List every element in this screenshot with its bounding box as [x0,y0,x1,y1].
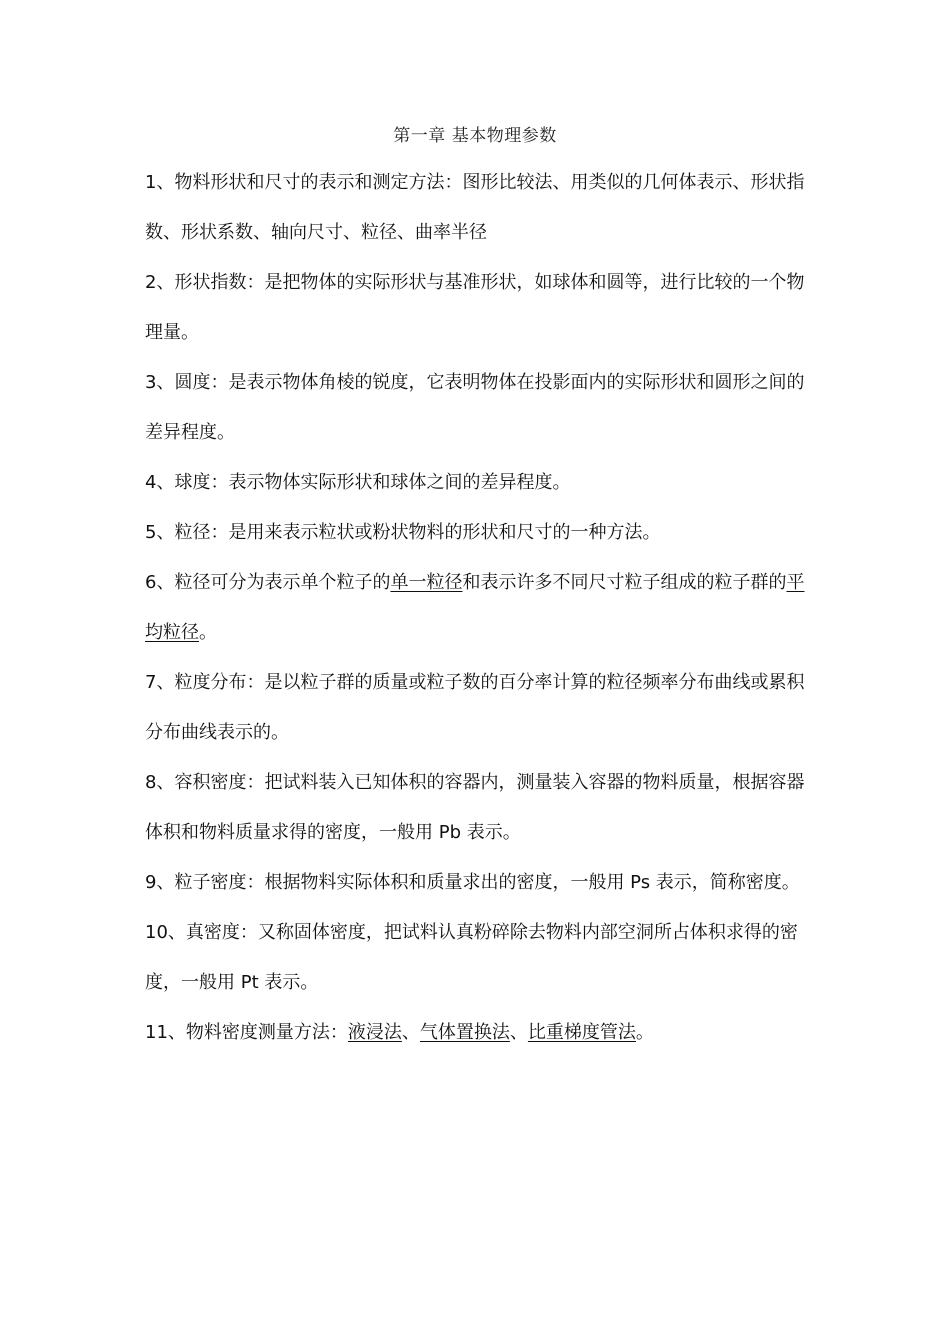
paragraph-6-text-a: 6、粒径可分为表示单个粒子的 [145,572,391,593]
paragraph-3: 3、圆度：是表示物体角棱的锐度，它表明物体在投影面内的实际形状和圆形之间的差异程度。 [145,372,805,443]
paragraph-6-text-c: 。 [199,622,217,643]
paragraph-6 [145,558,807,658]
paragraph-9: 9、粒子密度：根据物料实际体积和质量求出的密度，一般用 Ps 表示，简称密度。 [145,872,800,893]
underlined-term-single-particle-size: 单一粒径 [390,572,463,593]
paragraph-1: 1、物料形状和尺寸的表示和测定方法：图形比较法、用类似的几何体表示、形状指数、形状系数、轴向尺寸、粒径、曲率半径 [145,172,805,243]
paragraph-7: 7、粒度分布：是以粒子群的质量或粒子数的百分率计算的粒径频率分布曲线或累积分布曲线表示的。 [145,672,805,743]
paragraph-11 [145,1008,807,1058]
paragraph-11-separator-1: 、 [401,1022,420,1043]
paragraph-8: 8、容积密度：把试料装入已知体积的容器内，测量装入容器的物料质量，根据容器体积和物料质量求得的密度，一般用 Pb 表示。 [145,772,805,843]
underlined-term-density-gradient-tube: 比重梯度管法 [527,1022,636,1043]
paragraph-11-text-a: 11、物料密度测量方法： [145,1022,348,1043]
paragraph-2: 2、形状指数：是把物体的实际形状与基准形状，如球体和圆等，进行比较的一个物理量。 [145,272,805,343]
paragraph-4: 4、球度：表示物体实际形状和球体之间的差异程度。 [145,472,571,493]
chapter-title: 第一章 基本物理参数 [393,126,557,146]
paragraph-11-text-b: 。 [635,1022,654,1043]
paragraph-5: 5、粒径：是用来表示粒状或粉状物料的形状和尺寸的一种方法。 [145,522,661,543]
underlined-term-liquid-immersion: 液浸法 [347,1022,402,1043]
document-body [145,158,807,1058]
paragraph-11-separator-2: 、 [509,1022,528,1043]
paragraph-10: 10、真密度：又称固体密度，把试料认真粉碎除去物料内部空洞所占体积求得的密度，一般用 Pt 表示。 [145,922,798,993]
underlined-term-gas-displacement: 气体置换法 [419,1022,510,1043]
paragraph-6-text-b: 和表示许多不同尺寸粒子组成的粒子群的 [462,572,787,593]
underlined-term-average-particle-size: 平均粒径 [145,572,805,643]
